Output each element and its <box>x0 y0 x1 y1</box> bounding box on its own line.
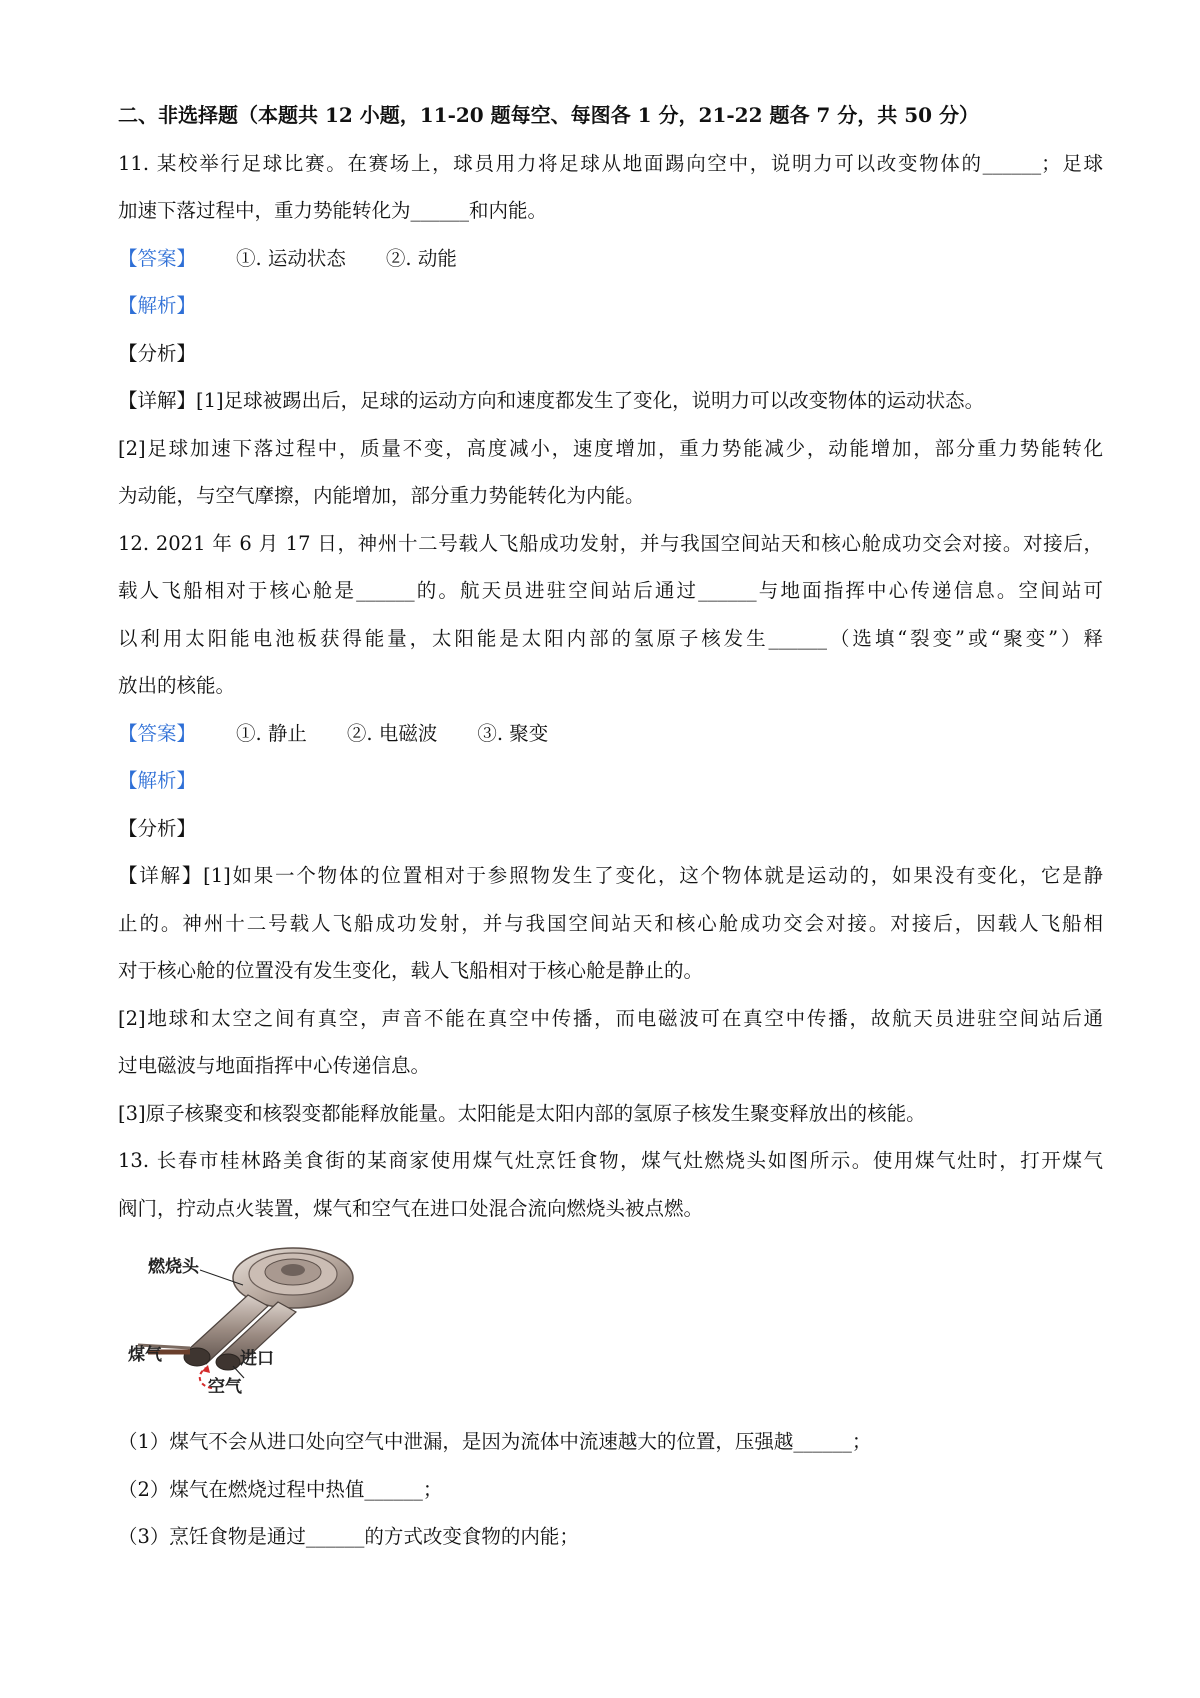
detail-line: 【详解】[1]如果一个物体的位置相对于参照物发生了变化，这个物体就是运动的，如果没有变化，它是静 <box>118 864 1103 887</box>
section-heading: 二、非选择题（本题共 12 小题，11-20 题每空、每图各 1 分，21-22 题各 7 分，共 50 分） <box>118 103 980 127</box>
answer-tag: 【答案】 <box>118 721 197 745</box>
analysis-tag: 【解析】 <box>118 769 197 792</box>
detail-line: [3]原子核聚变和核裂变都能释放能量。太阳能是太阳内部的氢原子核发生聚变释放出的核能。 <box>118 1101 926 1125</box>
detail-line: 【详解】[1]足球被踢出后，足球的运动方向和速度都发生了变化，说明力可以改变物体的运动状态。 <box>118 389 985 412</box>
answer-item: ①. 运动状态 <box>236 246 346 270</box>
sub-question: （2）煤气在燃烧过程中热值______； <box>118 1477 443 1501</box>
fenxi-tag: 【分析】 <box>118 341 197 365</box>
question-text-line: 放出的核能。 <box>118 674 236 697</box>
question-13 <box>118 1137 1103 1561</box>
question-text-line: 载人飞船相对于核心舱是______的。航天员进驻空间站后通过______与地面指挥中心传递信息。空间站可 <box>118 579 1103 602</box>
gas-burner-figure <box>118 1240 1103 1418</box>
detail-line: 止的。神州十二号载人飞船成功发射，并与我国空间站天和核心舱成功交会对接。对接后，因载人飞船相 <box>118 911 1103 935</box>
label-air: 空气 <box>208 1377 242 1396</box>
question-text-line: 12. 2021 年 6 月 17 日，神州十二号载人飞船成功发射，并与我国空间站天和核心舱成功交会对接。对接后， <box>118 531 1103 555</box>
sub-question: （1）煤气不会从进口处向空气中泄漏，是因为流体中流速越大的位置，压强越______； <box>118 1430 872 1453</box>
answer-row <box>118 710 1103 758</box>
answer-item: ③. 聚变 <box>477 721 549 745</box>
question-11 <box>118 140 1103 520</box>
gas-burner-illustration <box>128 1240 388 1410</box>
answer-tag: 【答案】 <box>118 246 197 270</box>
analysis-tag: 【解析】 <box>118 294 197 317</box>
detail-line: [2]足球加速下落过程中，质量不变，高度减小，速度增加，重力势能减少，动能增加，部分重力势能转化 <box>118 436 1103 460</box>
label-gas: 煤气 <box>128 1345 162 1364</box>
detail-line: 为动能，与空气摩擦，内能增加，部分重力势能转化为内能。 <box>118 484 645 507</box>
label-burner: 燃烧头 <box>148 1257 199 1276</box>
answer-item: ②. 动能 <box>385 246 457 270</box>
question-text-line: 阀门，拧动点火装置，煤气和空气在进口处混合流向燃烧头被点燃。 <box>118 1196 704 1220</box>
question-text-line: 13. 长春市桂林路美食街的某商家使用煤气灶烹饪食物，煤气灶燃烧头如图所示。使用煤气灶时，打开煤气 <box>118 1149 1103 1172</box>
question-text-line: 11. 某校举行足球比赛。在赛场上，球员用力将足球从地面踢向空中，说明力可以改变物体的______；足球 <box>118 151 1103 175</box>
question-text-line: 以利用太阳能电池板获得能量，太阳能是太阳内部的氢原子核发生______（选填“裂变”或“聚变”）释 <box>118 626 1103 650</box>
label-inlet: 进口 <box>240 1349 274 1368</box>
question-text-line: 加速下落过程中，重力势能转化为______和内能。 <box>118 199 548 222</box>
detail-line: 对于核心舱的位置没有发生变化，载人飞船相对于核心舱是静止的。 <box>118 959 704 982</box>
answer-item: ②. 电磁波 <box>346 721 438 745</box>
answer-row <box>118 235 1103 283</box>
question-12 <box>118 520 1103 1138</box>
fenxi-tag: 【分析】 <box>118 816 197 840</box>
document-page <box>118 92 1103 1561</box>
detail-line: 过电磁波与地面指挥中心传递信息。 <box>118 1054 431 1077</box>
answer-item: ①. 静止 <box>236 721 307 745</box>
detail-line: [2]地球和太空之间有真空，声音不能在真空中传播，而电磁波可在真空中传播，故航天员进驻空间站后通 <box>118 1006 1103 1030</box>
sub-question: （3）烹饪食物是通过______的方式改变食物的内能； <box>118 1525 579 1548</box>
